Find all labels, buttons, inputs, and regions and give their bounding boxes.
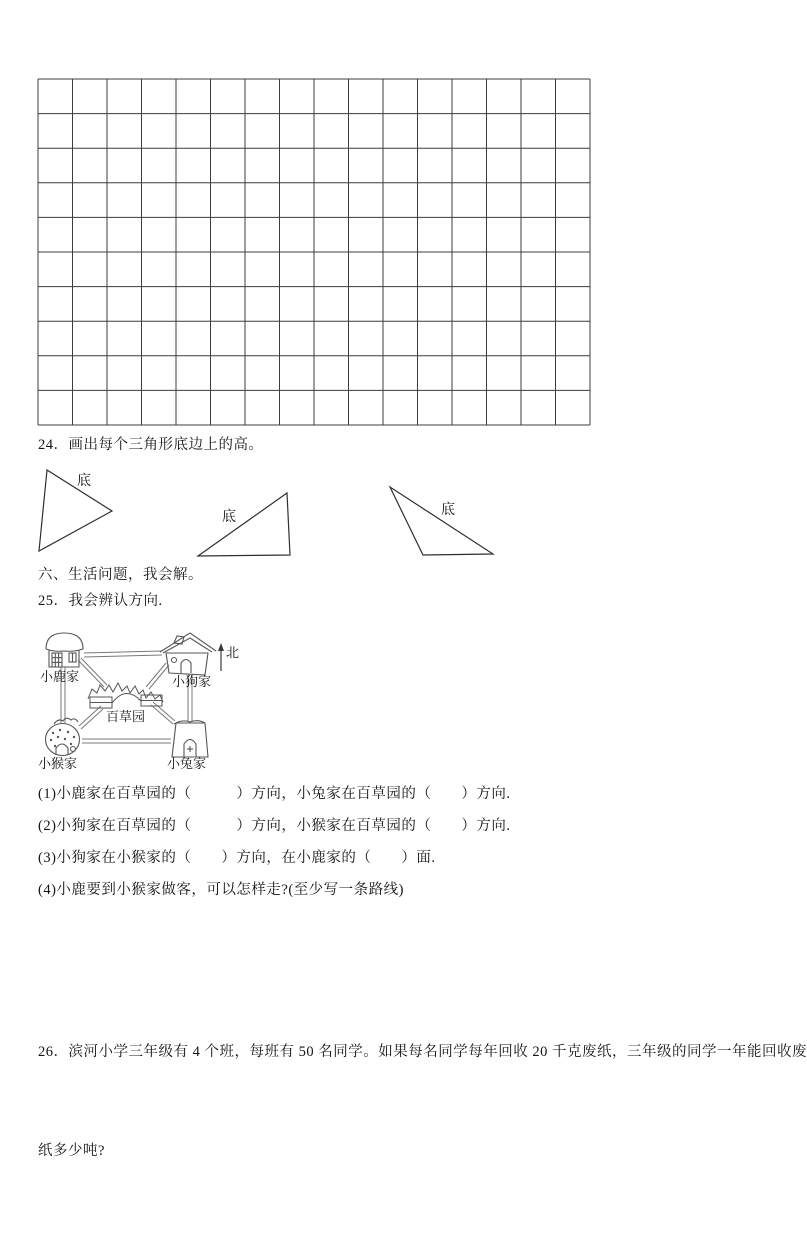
north-arrow-icon — [218, 643, 224, 671]
dog-house-label: 小狗家 — [172, 674, 212, 689]
question-26-line1: 26．滨河小学三年级有 4 个班，每班有 50 名同学。如果每名同学每年回收 20 千克废纸，三年级的同学一年能回收废 — [38, 1044, 807, 1060]
subquestion-3: (3)小狗家在小猴家的（ ）方向，在小鹿家的（ ）面. — [38, 850, 436, 866]
question-26-text — [38, 970, 807, 1234]
triangle-3-base-label: 底 — [441, 503, 455, 518]
triangle-1-shape — [39, 470, 112, 551]
map-roads — [61, 651, 192, 743]
subquestion-2: (2)小狗家在百草园的（ ）方向，小猴家在百草园的（ ）方向. — [38, 818, 511, 834]
section-6-header: 六、生活问题，我会解。 — [38, 567, 203, 583]
deer-house-icon — [46, 633, 83, 667]
subquestion-4: (4)小鹿要到小猴家做客，可以怎样走?(至少写一条路线) — [38, 882, 404, 898]
subquestion-1: (1)小鹿家在百草园的（ ）方向，小兔家在百草园的（ ）方向. — [38, 786, 511, 802]
north-label: 北 — [226, 645, 240, 660]
garden-icon — [88, 683, 163, 708]
direction-map — [38, 627, 250, 782]
rabbit-house-icon — [172, 721, 208, 757]
triangle-1 — [37, 466, 117, 556]
question-26-line2: 纸多少吨? — [38, 1143, 105, 1159]
triangle-2 — [196, 490, 296, 560]
triangle-2-shape — [198, 493, 290, 556]
dog-house-icon — [160, 633, 216, 675]
monkey-house-label: 小猴家 — [38, 756, 78, 771]
triangle-1-base-label: 底 — [77, 474, 91, 489]
triangle-3 — [386, 483, 498, 559]
squared-grid-svg — [38, 79, 590, 425]
squared-grid — [38, 79, 590, 425]
rabbit-house-label: 小兔家 — [167, 756, 207, 771]
garden-label: 百草园 — [106, 709, 146, 724]
deer-house-label: 小鹿家 — [40, 669, 80, 684]
question-24-text: 24．画出每个三角形底边上的高。 — [38, 437, 264, 453]
question-25-text: 25．我会辨认方向. — [38, 593, 163, 609]
monkey-house-icon — [46, 718, 80, 755]
triangle-2-base-label: 底 — [222, 510, 236, 525]
triangle-3-shape — [390, 487, 493, 555]
